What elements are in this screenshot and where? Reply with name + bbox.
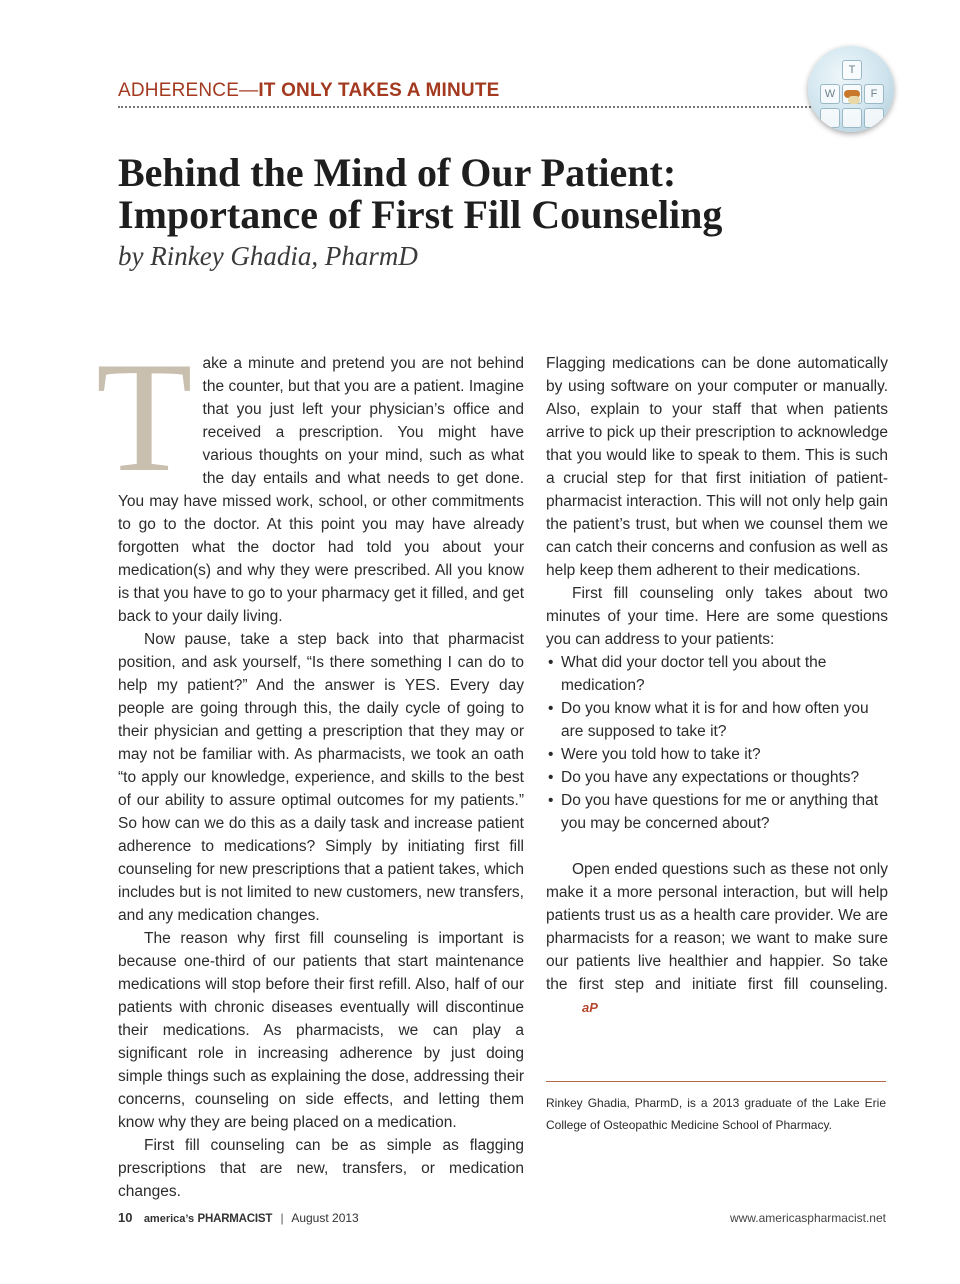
magazine-name-caps: PHARMACIST bbox=[197, 1213, 273, 1225]
pill-cell-top: T bbox=[842, 60, 862, 80]
list-item: • Do you have questions for me or anything that you may be concerned about? bbox=[546, 789, 888, 835]
paragraph-2: Now pause, take a step back into that pharmacist position, and ask yourself, “Is there something I can do to help my patient?” And the answer is YES. Every day people are going through this, the daily cycle of going to their physician and getting a prescription that they may or may not be familiar with. As pharmacists, we took an oath “to apply our knowledge, experience, and skills to the best of our ability to assure optimal outcomes for my patients.” So how can we do this as a daily task and increase patient adherence to medications? Simply by initiating first fill counseling for new prescriptions that a patient takes, which includes but is not limited to new customers, new transfers, and any medication changes. bbox=[118, 631, 524, 924]
author-bio: Rinkey Ghadia, PharmD, is a 2013 graduate of the Lake Erie College of Osteopathic Medicine School of Pharmacy. bbox=[546, 1096, 886, 1132]
pill-cell-bottom-right bbox=[864, 108, 884, 128]
article-title-line-1: Behind the Mind of Our Patient: bbox=[118, 150, 677, 195]
pill-cell-right: F bbox=[864, 84, 884, 104]
bio-divider bbox=[546, 1081, 886, 1082]
paragraph-7 bbox=[546, 858, 888, 1019]
list-item: • Were you told how to take it? bbox=[546, 743, 888, 766]
paragraph-intro-text: ake a minute and pretend you are not behind the counter, but that you are a patient. Imagine that you just left your physician’s office and received a prescription. You might have various thoughts on your mind, such as what the day entails and what needs to get done. You may have missed work, school, or other commitments to go to the doctor. At this point you may have already forgotten what the doctor had told you about your medication(s) and why they were prescribed. All you know is that you have to go to your pharmacy get it filled, and get back to your daily living. bbox=[118, 355, 524, 625]
article-column-right bbox=[546, 352, 888, 1019]
paragraph-3: The reason why first fill counseling is important is because one-third of our patients that start maintenance medications will stop before their first refill. Also, half of our patients with chronic diseases eventually will discontinue their medications. As pharmacists, we can play a significant role in increasing adherence by just doing simple things such as explaining the dose, addressing their concerns, counseling on side effects, and letting them know why they are being placed on a medication. bbox=[118, 930, 524, 1131]
paragraph-6: First fill counseling only takes about two minutes of your time. Here are some questions you can address to your patients: bbox=[546, 585, 888, 648]
list-item: • Do you have any expectations or thoughts? bbox=[546, 766, 888, 789]
paragraph-intro bbox=[96, 330, 524, 628]
pill-icon bbox=[848, 96, 860, 104]
header-dotted-rule bbox=[118, 106, 818, 108]
pill-organizer-icon bbox=[808, 46, 894, 132]
article-column-left bbox=[96, 330, 524, 1203]
pill-cell-bottom-left bbox=[820, 108, 840, 128]
section-header bbox=[118, 80, 500, 102]
drop-cap: T bbox=[96, 330, 193, 505]
section-header-bold: IT ONLY TAKES A MINUTE bbox=[258, 80, 500, 101]
issue-date: August 2013 bbox=[291, 1211, 359, 1225]
end-mark-logo: aP bbox=[582, 1000, 598, 1015]
article-title bbox=[118, 152, 722, 236]
footer-url[interactable]: www.americaspharmacist.net bbox=[729, 1211, 886, 1225]
page-number: 10 bbox=[118, 1210, 133, 1225]
article-byline: by Rinkey Ghadia, PharmD bbox=[118, 241, 418, 271]
footer-left bbox=[118, 1210, 359, 1225]
magazine-name-lower: america’s bbox=[143, 1213, 195, 1225]
pill-cell-left: W bbox=[820, 84, 840, 104]
section-header-lead: ADHERENCE— bbox=[118, 80, 259, 101]
footer-separator: | bbox=[280, 1211, 284, 1225]
paragraph-5: Flagging medications can be done automatically by using software on your computer or manually. Also, explain to your staff that when patients arrive to pick up their prescription to acknowledge that you would like to speak to them. This is such a crucial step for that first initiation of patient-pharmacist interaction. This will not only help gain the patient’s trust, but when we counsel them we can catch their concerns and confusion as well as help keep them adherent to their medications. bbox=[546, 355, 888, 579]
paragraph-7-text: Open ended questions such as these not only make it a more personal interaction, but will help patients trust us as a health care provider. We are pharmacists for a reason; we want to make sure our patients live healthier and happier. So take the first step and initiate first fill counseling. bbox=[546, 861, 888, 993]
question-list bbox=[546, 651, 888, 835]
list-item: • What did your doctor tell you about the medication? bbox=[546, 651, 888, 697]
article-title-line-2: Importance of First Fill Counseling bbox=[118, 192, 723, 237]
pill-cell-bottom-center bbox=[842, 108, 862, 128]
list-item: • Do you know what it is for and how often you are supposed to take it? bbox=[546, 697, 888, 743]
paragraph-4: First fill counseling can be as simple as flagging prescriptions that are new, transfers, or medication changes. bbox=[118, 1137, 524, 1200]
